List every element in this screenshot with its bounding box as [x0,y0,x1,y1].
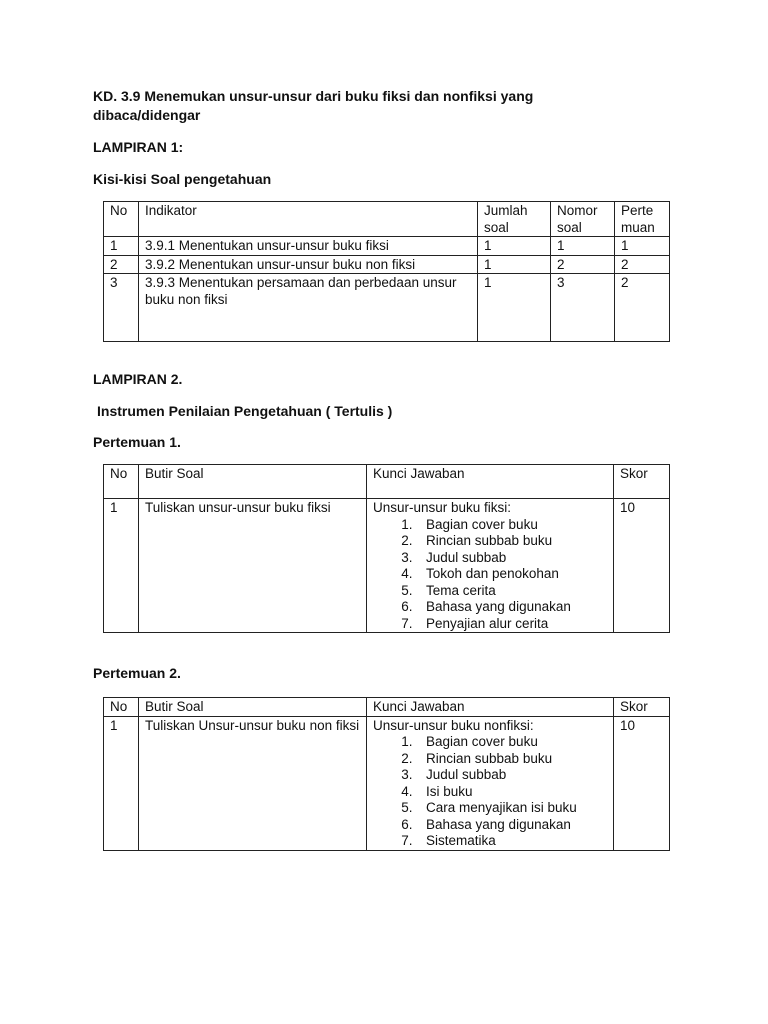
instrumen-heading: Instrumen Penilaian Pengetahuan ( Tertulis ) [97,403,393,419]
header-cell: No [104,698,139,717]
kd-heading: KD. 3.9 Menemukan unsur-unsur dari buku fiksi dan nonfiksi yang dibaca/didengar [93,88,534,123]
pertemuan-1-heading: Pertemuan 1. [93,434,181,450]
answer-key-intro: Unsur-unsur buku nonfiksi: [373,717,534,733]
list-item: 4. Isi buku [420,784,609,801]
list-item: 3. Judul subbab [420,767,609,784]
list-item: 6. Bahasa yang digunakan [420,599,609,616]
table-header-row [104,202,670,237]
header-cell: Indikator [139,202,478,237]
list-item: 5. Tema cerita [420,583,609,600]
table-cell: 3 [551,274,615,342]
table-cell: Tuliskan Unsur-unsur buku non fiksi [139,716,367,850]
pertemuan-1-table [103,464,670,633]
table-cell: 1 [478,274,551,342]
kisi-kisi-heading: Kisi-kisi Soal pengetahuan [93,171,272,187]
table-cell: 1 [104,716,139,850]
header-cell: Butir Soal [139,465,367,499]
table-cell: 1 [478,255,551,274]
table-cell: 3.9.3 Menentukan persamaan dan perbedaan unsur buku non fiksi [139,274,478,342]
header-cell: Kunci Jawaban [367,698,614,717]
pertemuan-2-heading: Pertemuan 2. [93,665,181,681]
table-cell: Tuliskan unsur-unsur buku fiksi [139,499,367,633]
table-cell: 1 [478,237,551,256]
list-item: 4. Tokoh dan penokohan [420,566,609,583]
lampiran-1-heading: LAMPIRAN 1: [93,139,184,155]
header-cell: Skor [614,465,670,499]
list-item: 3. Judul subbab [420,550,609,567]
answer-key-list [373,734,609,850]
table-cell: 10 [614,716,670,850]
list-item: 2. Rincian subbab buku [420,533,609,550]
header-cell: Skor [614,698,670,717]
pertemuan-2-table [103,697,670,851]
table-row [104,255,670,274]
table-cell: 2 [551,255,615,274]
table-row [104,237,670,256]
list-item: 2. Rincian subbab buku [420,751,609,768]
list-item: 6. Bahasa yang digunakan [420,817,609,834]
list-item: 5. Cara menyajikan isi buku [420,800,609,817]
header-cell: Perte muan [615,202,670,237]
table-cell: 2 [615,255,670,274]
table-row [104,499,670,633]
header-cell: No [104,202,139,237]
table-cell: 1 [104,499,139,633]
header-cell: Nomor soal [551,202,615,237]
table-header-row [104,698,670,717]
answer-key-list [373,517,609,633]
header-cell: Jumlah soal [478,202,551,237]
list-item: 1. Bagian cover buku [420,517,609,534]
table-cell: 2 [104,255,139,274]
answer-key-cell [367,716,614,850]
list-item: 1. Bagian cover buku [420,734,609,751]
table-row [104,274,670,342]
table-cell: 1 [104,237,139,256]
table-row [104,716,670,850]
table-cell: 2 [615,274,670,342]
answer-key-intro: Unsur-unsur buku fiksi: [373,500,512,515]
header-cell: Butir Soal [139,698,367,717]
list-item: 7. Sistematika [420,833,609,850]
table-cell: 1 [615,237,670,256]
kisi-kisi-table [103,201,670,342]
lampiran-2-heading: LAMPIRAN 2. [93,371,183,387]
table-cell: 3.9.1 Menentukan unsur-unsur buku fiksi [139,237,478,256]
answer-key-cell [367,499,614,633]
table-cell: 3.9.2 Menentukan unsur-unsur buku non fiksi [139,255,478,274]
header-cell: No [104,465,139,499]
header-cell: Kunci Jawaban [367,465,614,499]
table-cell: 1 [551,237,615,256]
list-item: 7. Penyajian alur cerita [420,616,609,633]
table-cell: 10 [614,499,670,633]
table-cell: 3 [104,274,139,342]
table-header-row [104,465,670,499]
